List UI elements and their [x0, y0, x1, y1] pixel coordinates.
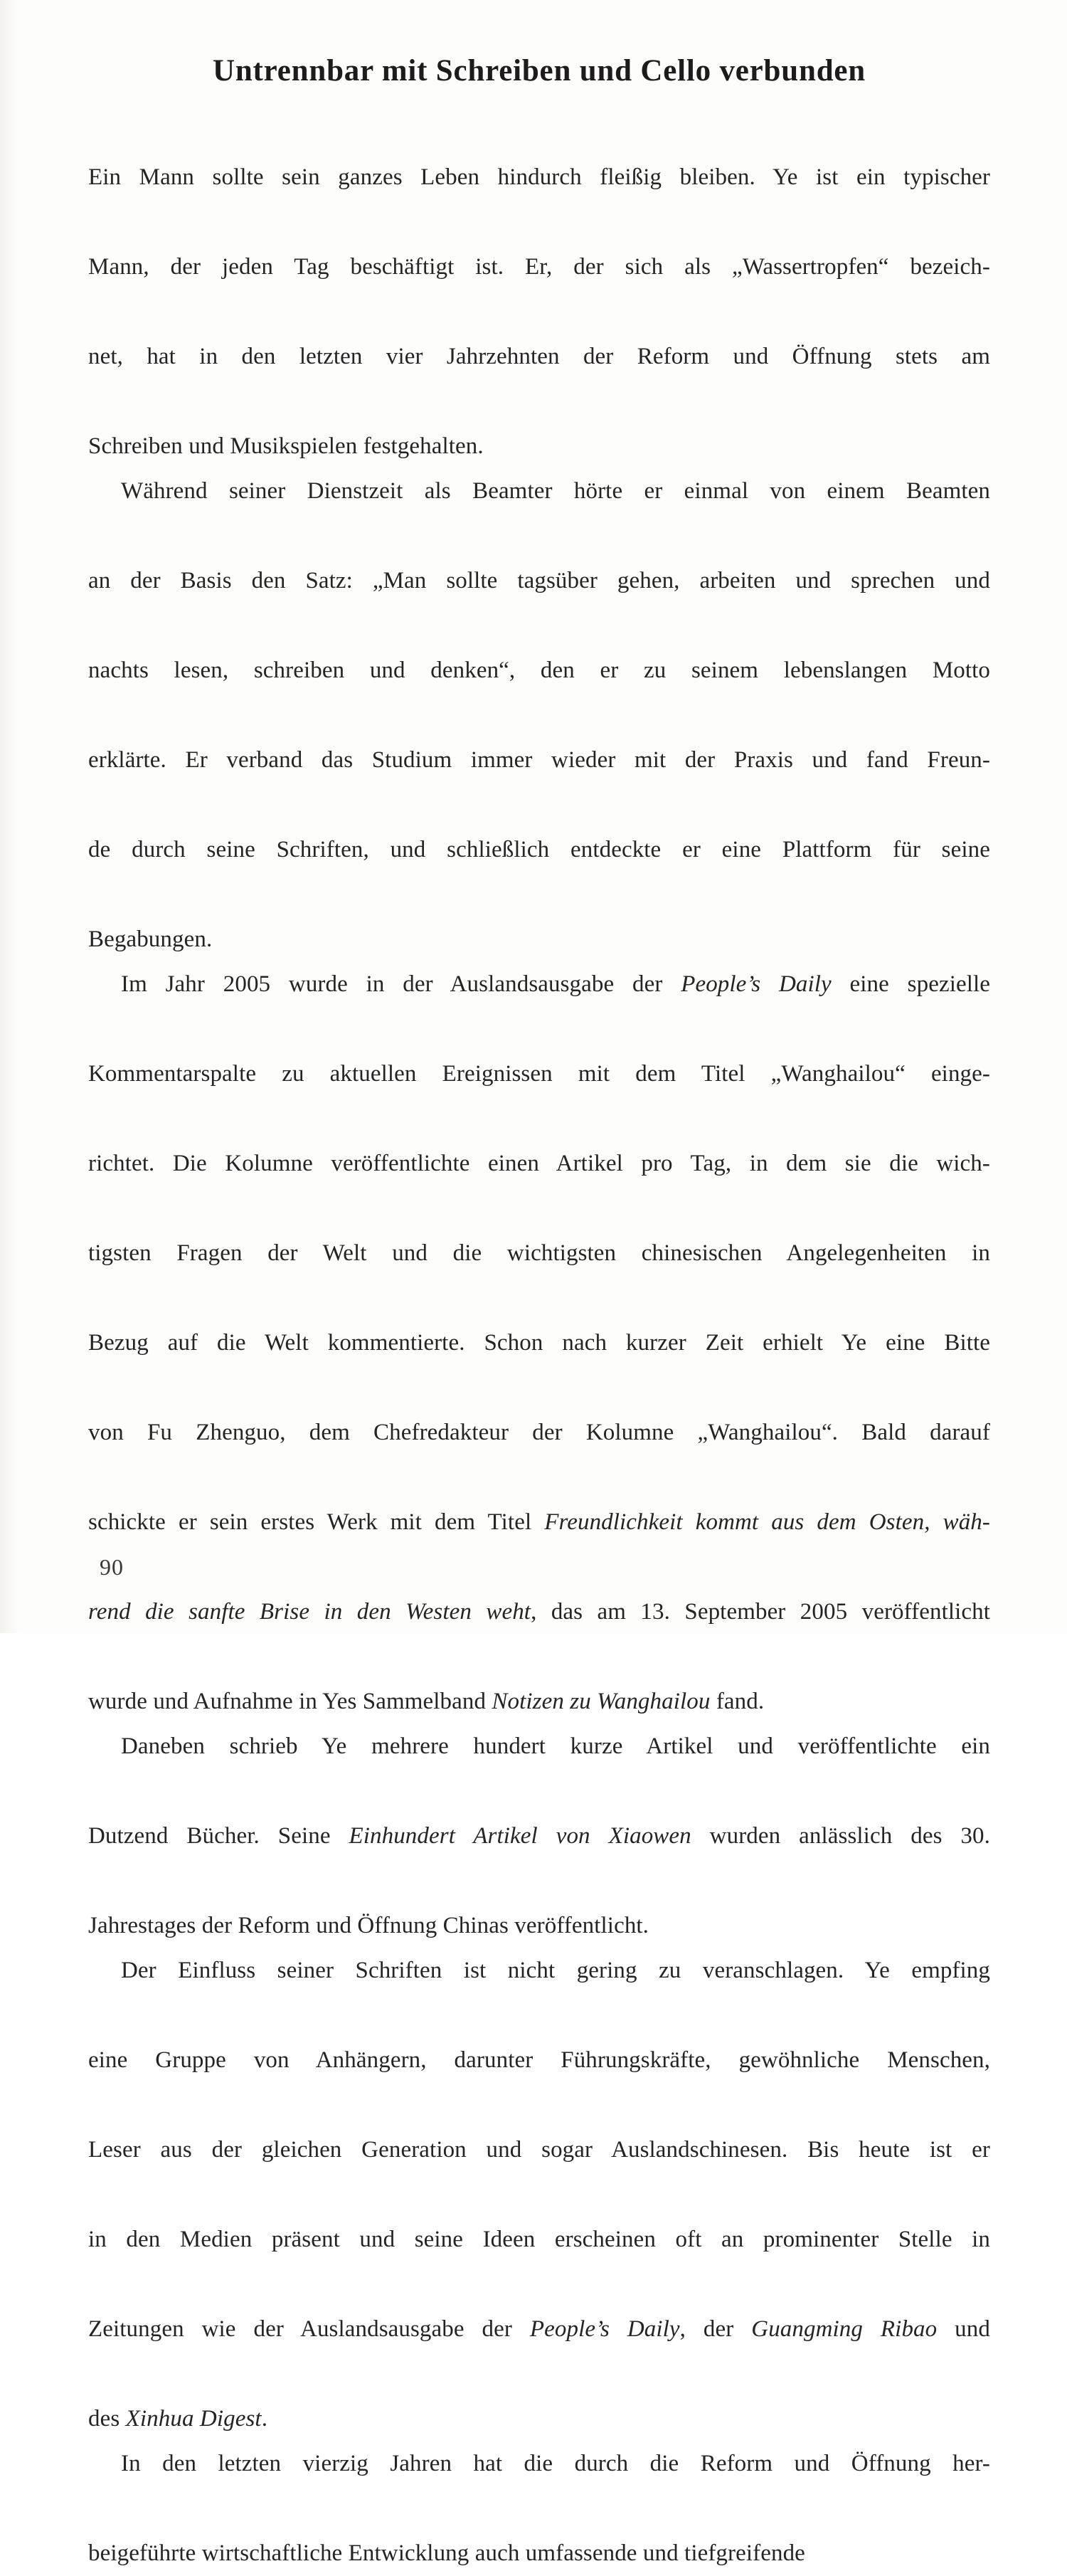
- text-line: Im Jahr 2005 wurde in der Auslandsausgabe der People’s Daily eine spezielle: [121, 971, 990, 998]
- text-line: rend die sanfte Brise in den Westen weht, das am 13. September 2005 veröffentlicht: [88, 1599, 990, 1625]
- paragraph: [88, 1948, 990, 2442]
- text-line: eine Gruppe von Anhängern, darunter Führungskräfte, gewöhnliche Menschen,: [88, 2047, 990, 2074]
- text-line: tigsten Fragen der Welt und die wichtigsten chinesischen Angelegenheiten in: [88, 1240, 990, 1267]
- text-line: Der Einfluss seiner Schriften ist nicht gering zu veranschlagen. Ye empfing: [121, 1958, 990, 1984]
- paragraph: [88, 469, 990, 962]
- paragraph: [88, 962, 990, 1724]
- body-text: [88, 155, 990, 2576]
- text-line: Dutzend Bücher. Seine Einhundert Artikel von Xiaowen wurden anlässlich des 30.: [88, 1823, 990, 1849]
- text-line: von Fu Zhenguo, dem Chefredakteur der Kolumne „Wanghailou“. Bald darauf: [88, 1420, 990, 1446]
- italic-title: Guangming Ribao: [751, 2316, 938, 2343]
- text-line: Ein Mann sollte sein ganzes Leben hindurch fleißig bleiben. Ye ist ein typischer: [88, 164, 990, 191]
- paragraph: [88, 1724, 990, 1948]
- text-line: Daneben schrieb Ye mehrere hundert kurze Artikel und veröffentlichte ein: [121, 1733, 990, 1760]
- text-line: Mann, der jeden Tag beschäftigt ist. Er, der sich als „Wassertropfen“ bezeich-: [88, 254, 990, 280]
- text-line: richtet. Die Kolumne veröffentlichte einen Artikel pro Tag, in dem sie die wich-: [88, 1151, 990, 1177]
- page-content: [88, 0, 990, 2576]
- text-line: an der Basis den Satz: „Man sollte tagsüber gehen, arbeiten und sprechen und: [88, 568, 990, 594]
- text-line: In den letzten vierzig Jahren hat die durch die Reform und Öffnung her-: [121, 2451, 990, 2477]
- text-line: de durch seine Schriften, und schließlich entdeckte er eine Plattform für seine: [88, 837, 990, 863]
- text-line: in den Medien präsent und seine Ideen erscheinen oft an prominenter Stelle in: [88, 2227, 990, 2253]
- text-line: Bezug auf die Welt kommentierte. Schon nach kurzer Zeit erhielt Ye eine Bitte: [88, 1330, 990, 1356]
- page-number: 90: [100, 1554, 124, 1580]
- italic-title: People’s Daily: [529, 2316, 680, 2343]
- text-line: Während seiner Dienstzeit als Beamter hörte er einmal von einem Beamten: [121, 478, 990, 505]
- text-line: Kommentarspalte zu aktuellen Ereignissen mit dem Titel „Wanghailou“ einge-: [88, 1061, 990, 1087]
- text-line: nachts lesen, schreiben und denken“, den er zu seinem lebenslangen Motto: [88, 658, 990, 684]
- page-title: Untrennbar mit Schreiben und Cello verbunden: [212, 54, 866, 88]
- text-line: beigeführte wirtschaftliche Entwicklung auch umfassende und tiefgreifende: [88, 2540, 805, 2567]
- paragraph: [88, 155, 990, 469]
- text-line: erklärte. Er verband das Studium immer wieder mit der Praxis und fand Freun-: [88, 747, 990, 774]
- italic-title: People’s Daily: [681, 971, 832, 998]
- italic-title: rend die sanfte Brise in den Westen weht: [88, 1599, 531, 1625]
- text-line: des Xinhua Digest.: [88, 2406, 268, 2432]
- italic-title: Xinhua Digest: [125, 2406, 262, 2432]
- text-line: schickte er sein erstes Werk mit dem Titel Freundlichkeit kommt aus dem Osten, wäh-: [88, 1509, 990, 1536]
- text-line: Schreiben und Musikspielen festgehalten.: [88, 433, 484, 460]
- text-line: Zeitungen wie der Auslandsausgabe der People’s Daily, der Guangming Ribao und: [88, 2316, 990, 2343]
- paragraph: [88, 2442, 990, 2576]
- text-line: Begabungen.: [88, 927, 213, 953]
- text-line: net, hat in den letzten vier Jahrzehnten der Reform und Öffnung stets am: [88, 344, 990, 370]
- italic-title: Freundlichkeit kommt aus dem Osten, wäh-: [544, 1509, 990, 1536]
- text-line: Leser aus der gleichen Generation und sogar Auslandschinesen. Bis heute ist er: [88, 2137, 990, 2163]
- italic-title: Einhundert Artikel von Xiaowen: [349, 1823, 691, 1849]
- italic-title: Notizen zu Wanghailou: [492, 1689, 711, 1715]
- text-line: Jahrestages der Reform und Öffnung Chinas veröffentlicht.: [88, 1913, 649, 1939]
- text-line: wurde und Aufnahme in Yes Sammelband Notizen zu Wanghailou fand.: [88, 1689, 765, 1715]
